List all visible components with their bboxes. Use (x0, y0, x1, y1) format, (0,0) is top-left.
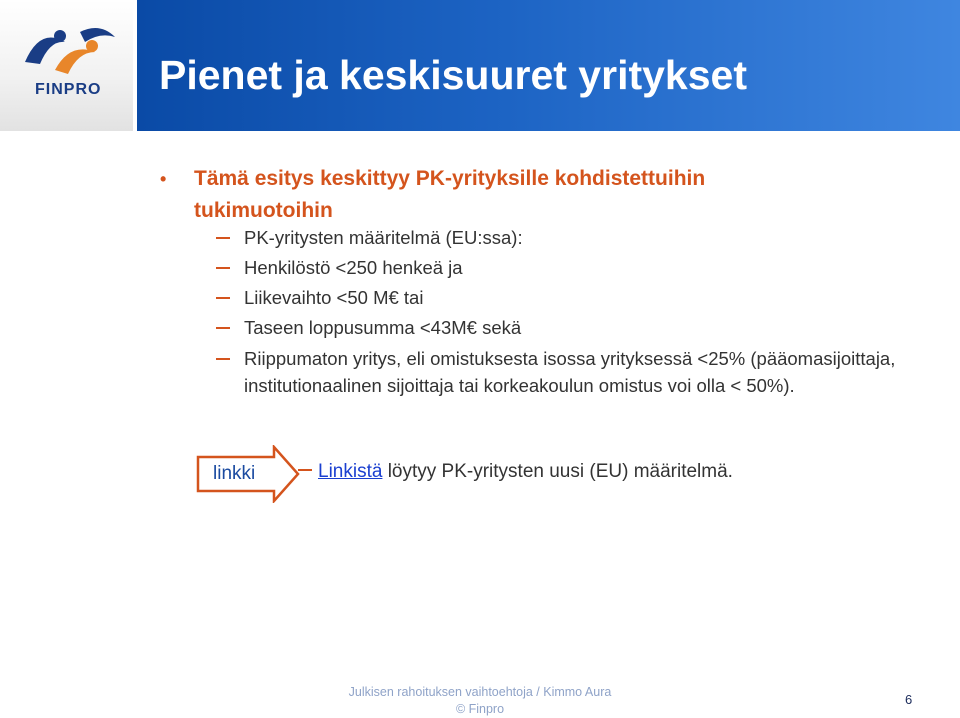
title-bar (137, 0, 960, 131)
dash-icon (298, 469, 312, 471)
dash-icon (216, 327, 230, 329)
logo-text: FINPRO (35, 81, 102, 98)
footer (330, 684, 630, 718)
sub-bullet (216, 284, 936, 311)
slide-title: Pienet ja keskisuuret yritykset (159, 52, 747, 98)
logo-area (0, 0, 133, 131)
footer-line-1: Julkisen rahoituksen vaihtoehtoja / Kimmo Aura (348, 685, 612, 699)
sub-bullet-text: Liikevaihto <50 M€ tai (244, 287, 424, 308)
link-line (298, 461, 733, 483)
sub-bullet (216, 345, 936, 399)
main-bullet (160, 163, 800, 227)
page-number: 6 (905, 692, 913, 707)
sub-bullet (216, 314, 936, 341)
arrow-label: linkki (213, 463, 256, 484)
main-bullet-text: Tämä esitys keskittyy PK-yrityksille kohdistettuihin tukimuotoihin (194, 167, 706, 222)
link-line-text: löytyy PK-yritysten uusi (EU) määritelmä. (382, 461, 733, 482)
dash-icon (216, 237, 230, 239)
sub-bullet-text: PK-yritysten määritelmä (EU:ssa): (244, 227, 523, 248)
sub-bullet-text: Henkilöstö <250 henkeä ja (244, 257, 463, 278)
sub-bullet (216, 224, 936, 251)
definition-link[interactable]: Linkistä (318, 461, 383, 482)
sub-bullet (216, 254, 936, 281)
sub-bullet-text: Riippumaton yritys, eli omistuksesta isossa yrityksessä <25% (pääomasijoittaja, institutionaalinen sijoittaja tai korkeakoulun omistus voi olla < 50%). (244, 348, 896, 396)
dash-icon (216, 297, 230, 299)
finpro-logo-icon (20, 22, 120, 82)
sub-bullet-text: Taseen loppusumma <43M€ sekä (244, 317, 522, 338)
footer-line-2: © Finpro (455, 702, 505, 716)
dash-icon (216, 358, 230, 360)
bullet-dot-icon: • (160, 169, 167, 189)
dash-icon (216, 267, 230, 269)
